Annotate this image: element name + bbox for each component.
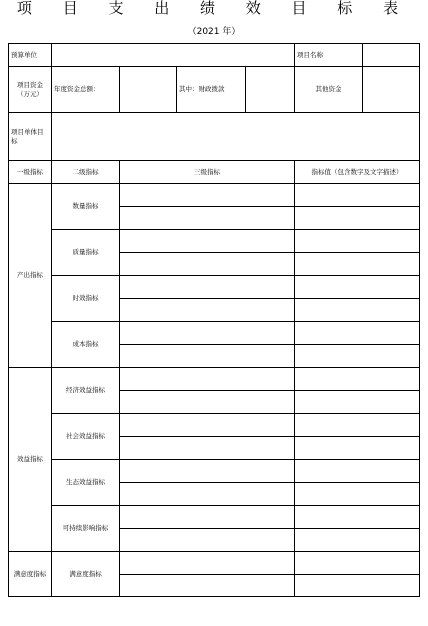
col-value: 指标值（包含数字及文字描述） — [295, 161, 420, 184]
sub-eco: 生态效益指标 — [52, 460, 120, 506]
other-value[interactable] — [363, 67, 420, 113]
table-row — [9, 460, 420, 483]
value-cell[interactable] — [295, 506, 420, 529]
section-output: 产出指标 — [9, 184, 52, 368]
value-cell[interactable] — [295, 322, 420, 345]
project-value[interactable] — [363, 44, 420, 67]
value-cell[interactable] — [295, 529, 420, 552]
sub-timeliness: 时效指标 — [52, 276, 120, 322]
level3-cell[interactable] — [120, 184, 295, 207]
sub-cost: 成本指标 — [52, 322, 120, 368]
row-unit — [9, 44, 420, 67]
level3-cell[interactable] — [120, 529, 295, 552]
goal-value[interactable] — [52, 113, 420, 161]
level3-cell[interactable] — [120, 575, 295, 597]
col-level3: 三级指标 — [120, 161, 295, 184]
value-cell[interactable] — [295, 253, 420, 276]
fiscal-label: 其中：财政拨款 — [177, 67, 246, 113]
project-label: 项目名称 — [295, 44, 363, 67]
value-cell[interactable] — [295, 276, 420, 299]
value-cell[interactable] — [295, 460, 420, 483]
value-cell[interactable] — [295, 345, 420, 368]
value-cell[interactable] — [295, 184, 420, 207]
row-column-headers — [9, 161, 420, 184]
level3-cell[interactable] — [120, 483, 295, 506]
table-row — [9, 552, 420, 575]
table-row — [9, 414, 420, 437]
sub-quantity: 数量指标 — [52, 184, 120, 230]
level3-cell[interactable] — [120, 368, 295, 391]
annual-value[interactable] — [120, 67, 177, 113]
col-level1: 一级指标 — [9, 161, 52, 184]
level3-cell[interactable] — [120, 391, 295, 414]
goal-label: 项目单体目标 — [9, 113, 52, 161]
table-row — [9, 506, 420, 529]
section-satisfaction: 满意度指标 — [9, 552, 52, 597]
level3-cell[interactable] — [120, 345, 295, 368]
year-label: （2021 年） — [187, 27, 241, 37]
level3-cell[interactable] — [120, 506, 295, 529]
level3-cell[interactable] — [120, 207, 295, 230]
annual-label: 年度资金总额： — [52, 67, 120, 113]
level3-cell[interactable] — [120, 322, 295, 345]
level3-cell[interactable] — [120, 253, 295, 276]
performance-table — [8, 43, 420, 597]
sub-social: 社会效益指标 — [52, 414, 120, 460]
table-row — [9, 184, 420, 207]
level3-cell[interactable] — [120, 552, 295, 575]
sub-satisfaction: 满意度指标 — [52, 552, 120, 597]
value-cell[interactable] — [295, 391, 420, 414]
funds-label: 项目资金（万元） — [9, 67, 52, 113]
level3-cell[interactable] — [120, 460, 295, 483]
fiscal-value[interactable] — [246, 67, 295, 113]
col-level2: 二级指标 — [52, 161, 120, 184]
row-funds — [9, 67, 420, 113]
level3-cell[interactable] — [120, 437, 295, 460]
table-row — [9, 230, 420, 253]
level3-cell[interactable] — [120, 230, 295, 253]
table-row — [9, 368, 420, 391]
row-goal — [9, 113, 420, 161]
table-row — [9, 322, 420, 345]
value-cell[interactable] — [295, 414, 420, 437]
value-cell[interactable] — [295, 552, 420, 575]
value-cell[interactable] — [295, 207, 420, 230]
sub-quality: 质量指标 — [52, 230, 120, 276]
value-cell[interactable] — [295, 230, 420, 253]
level3-cell[interactable] — [120, 414, 295, 437]
value-cell[interactable] — [295, 437, 420, 460]
section-effect: 效益指标 — [9, 368, 52, 552]
value-cell[interactable] — [295, 575, 420, 597]
sub-sustain: 可持续影响指标 — [52, 506, 120, 552]
value-cell[interactable] — [295, 368, 420, 391]
sub-economic: 经济效益指标 — [52, 368, 120, 414]
unit-label: 预算单位 — [9, 44, 52, 67]
unit-value[interactable] — [52, 44, 295, 67]
page-title: 项 目 支 出 绩 效 目 标 表 — [16, 0, 412, 17]
level3-cell[interactable] — [120, 299, 295, 322]
table-row — [9, 276, 420, 299]
level3-cell[interactable] — [120, 276, 295, 299]
value-cell[interactable] — [295, 299, 420, 322]
other-label: 其他资金 — [295, 67, 363, 113]
value-cell[interactable] — [295, 483, 420, 506]
